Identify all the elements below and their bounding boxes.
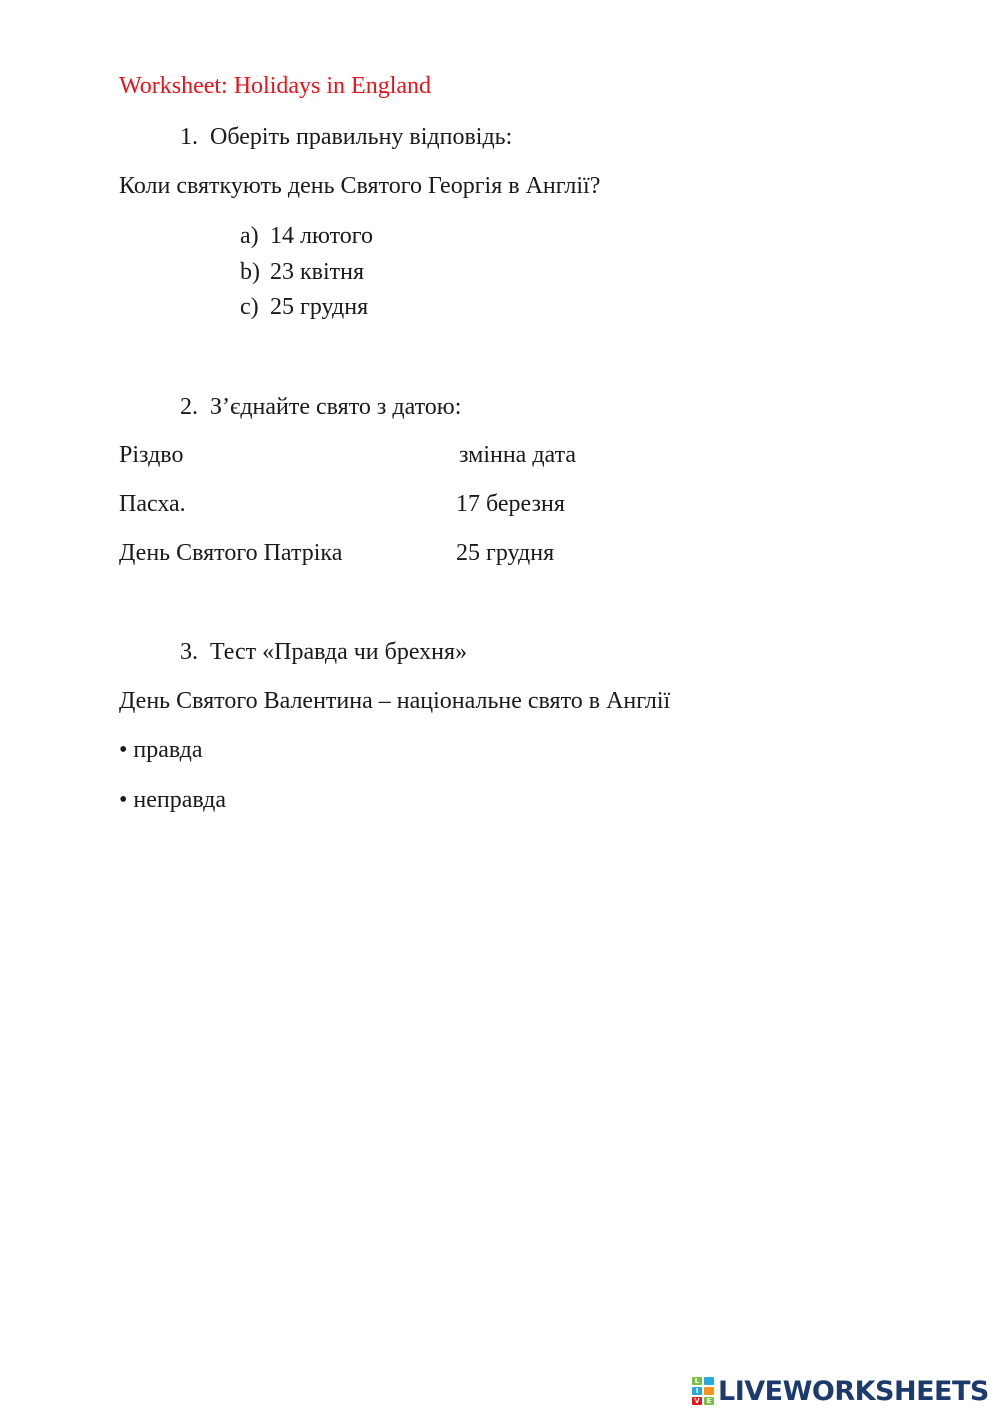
q2-date-1[interactable]: змінна дата bbox=[459, 442, 577, 468]
q1-instruction-text: Оберіть правильну відповідь: bbox=[210, 124, 513, 150]
q2-date-3[interactable]: 25 грудня bbox=[456, 540, 555, 566]
q2-number: 2. bbox=[180, 394, 198, 420]
liveworksheets-logo-text: LIVEWORKSHEETS bbox=[718, 1375, 989, 1407]
liveworksheets-logo bbox=[692, 1374, 989, 1408]
q2-holiday-3[interactable]: День Святого Патріка bbox=[119, 540, 343, 566]
q1-number: 1. bbox=[180, 124, 198, 150]
option-text: 23 квітня bbox=[270, 259, 365, 285]
q1-option-c[interactable] bbox=[240, 295, 368, 319]
q2-instruction-text: З’єднайте свято з датою: bbox=[210, 394, 462, 420]
option-text: 14 лютого bbox=[270, 223, 374, 249]
q1-option-b[interactable] bbox=[240, 260, 364, 284]
q2-date-2[interactable]: 17 березня bbox=[456, 491, 565, 517]
worksheet-title: Worksheet: Holidays in England bbox=[119, 73, 432, 99]
q2-holiday-2[interactable]: Пасха. bbox=[119, 491, 186, 517]
q1-instruction bbox=[180, 125, 512, 149]
liveworksheets-logo-icon: L I V E bbox=[692, 1377, 714, 1405]
q3-statement: День Святого Валентина – національне свято в Англії bbox=[119, 688, 671, 714]
q3-instruction bbox=[180, 640, 467, 664]
option-letter: c) bbox=[240, 294, 259, 320]
option-text: 25 грудня bbox=[270, 294, 369, 320]
option-letter: b) bbox=[240, 259, 260, 285]
q3-instruction-text: Тест «Правда чи брехня» bbox=[210, 639, 468, 665]
q3-option-true[interactable]: • правда bbox=[119, 737, 203, 763]
q1-question: Коли святкують день Святого Георгія в Англії? bbox=[119, 173, 601, 199]
q3-number: 3. bbox=[180, 639, 198, 665]
q1-option-a[interactable] bbox=[240, 224, 373, 248]
option-letter: a) bbox=[240, 223, 259, 249]
q2-instruction bbox=[180, 395, 461, 419]
q3-option-false[interactable]: • неправда bbox=[119, 787, 226, 813]
q2-holiday-1[interactable]: Різдво bbox=[119, 442, 184, 468]
